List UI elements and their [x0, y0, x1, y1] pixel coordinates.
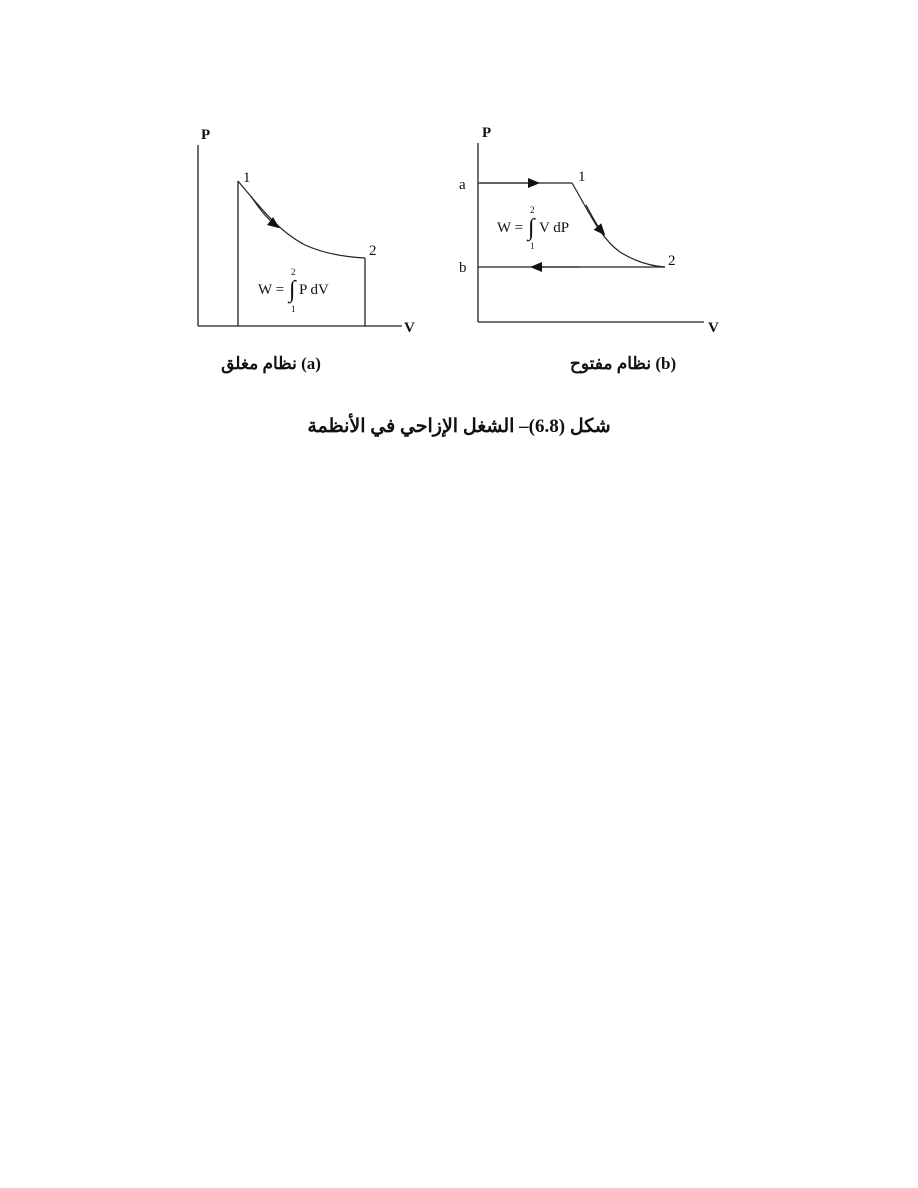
diagram-b-point-1: 1 — [578, 169, 586, 185]
figure-caption: شكل (6.8)– الشغل الإزاحي في الأنظمة — [307, 416, 611, 437]
diagram-b-open-system — [459, 125, 719, 374]
diagram-a-integral-sign: ∫ — [289, 277, 296, 303]
diagram-b-level-b: b — [459, 260, 467, 276]
diagram-a-p-axis-label: P — [201, 127, 211, 143]
diagram-b-level-a: a — [459, 177, 466, 193]
diagram-a-formula-lhs: W = — [258, 282, 285, 298]
diagram-a-point-2: 2 — [369, 243, 377, 259]
diagram-a-upper-limit: 2 — [291, 267, 296, 277]
diagram-b-work-formula — [497, 205, 569, 251]
diagram-b-lower-limit: 1 — [530, 241, 535, 251]
diagram-a-process-curve — [238, 181, 365, 258]
diagram-a-integrand: P dV — [299, 282, 329, 298]
diagram-b-process-curve — [572, 183, 665, 267]
diagram-a-work-formula — [258, 267, 329, 314]
diagram-b-integrand: V dP — [539, 220, 570, 236]
diagram-a-point-1: 1 — [243, 170, 251, 186]
figure-6-8 — [0, 0, 918, 470]
diagram-b-point-2: 2 — [668, 253, 676, 269]
diagram-a-caption: (a) نظام مغلق — [221, 354, 321, 373]
diagram-b-direction-arrow — [586, 205, 604, 234]
diagram-b-v-axis-label: V — [708, 320, 719, 336]
diagram-a-lower-limit: 1 — [291, 304, 296, 314]
diagram-b-caption: (b) نظام مفتوح — [569, 354, 677, 373]
diagram-b-formula-lhs: W = — [497, 220, 524, 236]
diagram-b-upper-limit: 2 — [530, 205, 535, 215]
pv-diagrams — [0, 0, 918, 470]
diagram-a-v-axis-label: V — [404, 320, 415, 336]
diagram-a-closed-system — [198, 127, 415, 374]
diagram-b-p-axis-label: P — [482, 125, 492, 141]
diagram-b-integral-sign: ∫ — [528, 215, 535, 241]
